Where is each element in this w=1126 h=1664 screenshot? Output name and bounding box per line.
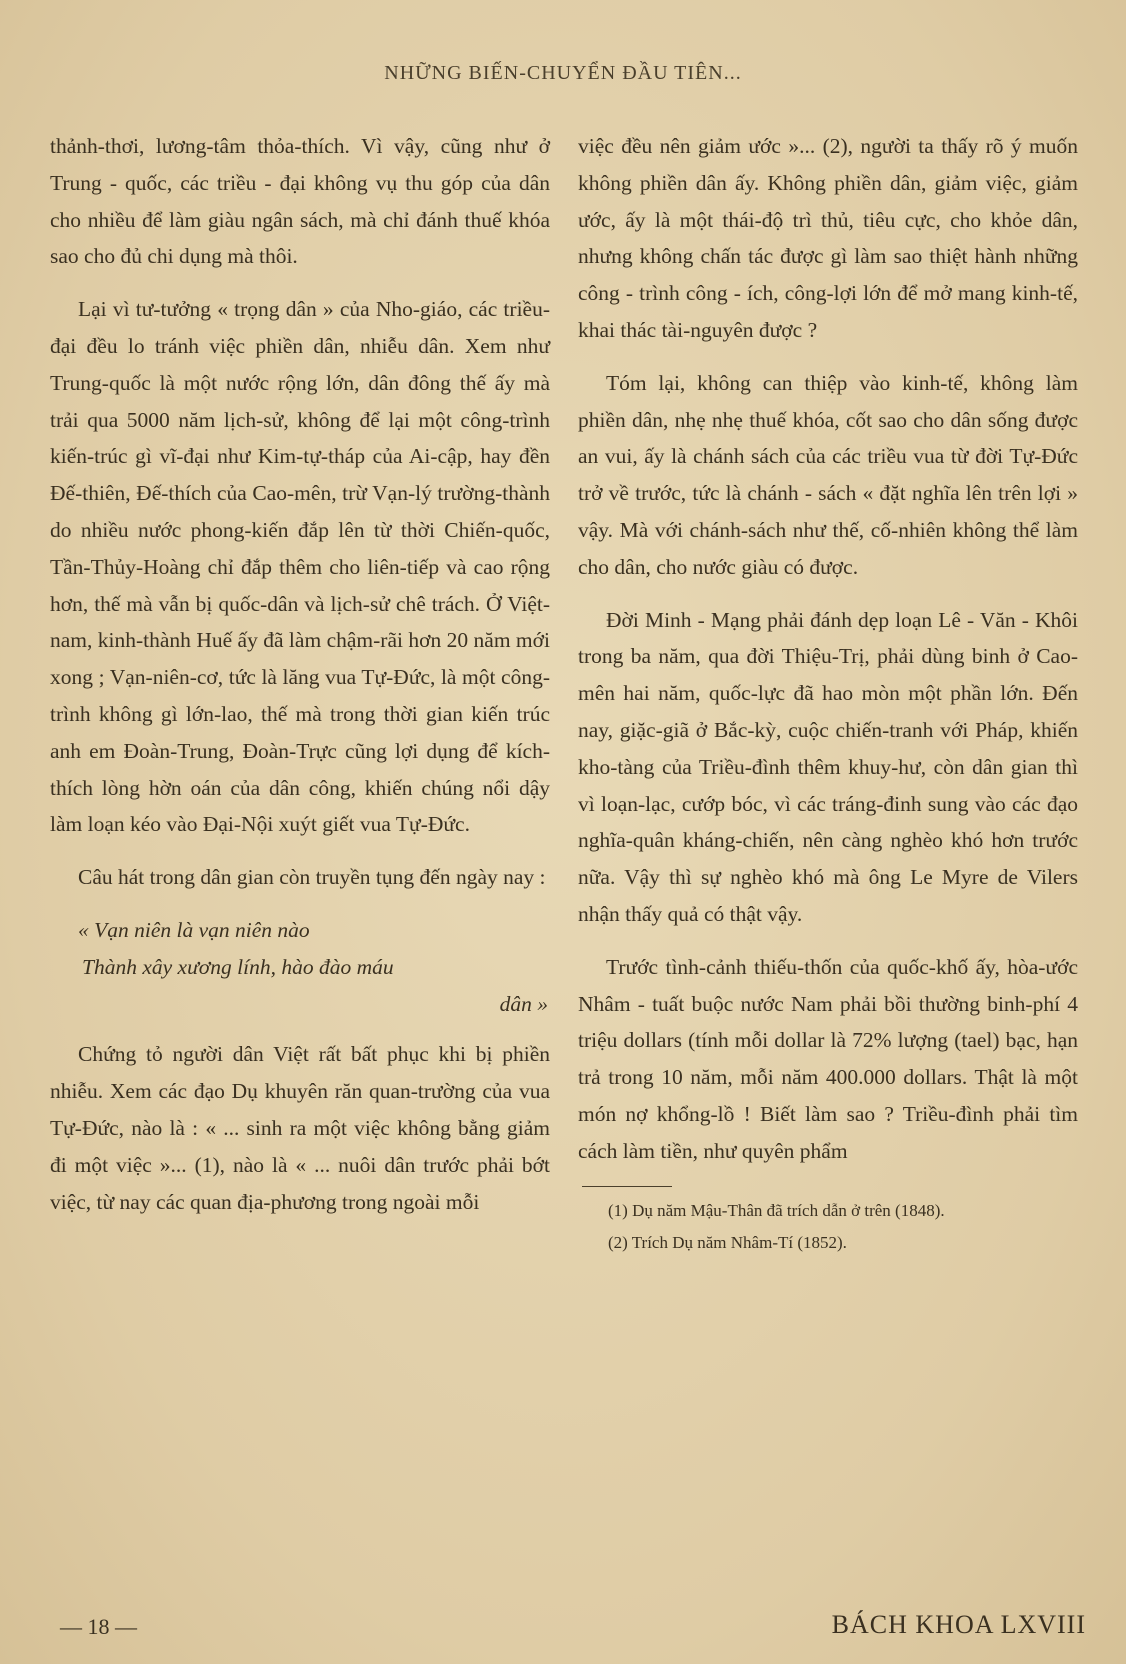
running-head: NHỮNG BIẾN-CHUYỂN ĐẦU TIÊN...	[384, 62, 742, 84]
paragraph: Đời Minh - Mạng phải đánh dẹp loạn Lê - Văn - Khôi trong ba năm, qua đời Thiệu-Trị, phải dùng binh ở Cao-mên hai năm, quốc-lực đã hao mòn một phần lớn. Đến nay, giặc-giã ở Bắc-kỳ, cuộc chiến-tranh với Pháp, khiến kho-tàng của Triều-đình thêm khuy-hư, còn dân gian thì vì loạn-lạc, cướp bóc, vì các tráng-đinh sung vào các đạo nghĩa-quân kháng-chiến, nên càng nghèo khó hơn trước nữa. Vậy thì sự nghèo khó mà ông Le Myre de Vilers nhận thấy quả có thật vậy.	[578, 607, 1078, 926]
verse-line: Thành xây xương lính, hào đào máu	[82, 954, 394, 979]
footnote-divider	[582, 1186, 672, 1187]
right-column	[578, 128, 1078, 1259]
paragraph: Trước tình-cảnh thiếu-thốn của quốc-khố ấy, hòa-ước Nhâm - tuất buộc nước Nam phải bồi thường binh-phí 4 triệu dollars (tính mỗi dollar là 72% lượng (tael) bạc, hạn trả trong 10 năm, mỗi năm 400.000 dollars. Thật là một món nợ khổng-lồ ! Biết làm sao ? Triều-đình phải tìm cách làm tiền, như quyên phẩm	[578, 954, 1078, 1163]
paragraph: Lại vì tư-tưởng « trọng dân » của Nho-giáo, các triều-đại đều lo tránh việc phiền dân, nhiễu dân. Xem như Trung-quốc là một nước rộng lớn, dân đông thế ấy mà trải qua 5000 năm lịch-sử, không để lại một công-trình kiến-trúc gì vĩ-đại như Kim-tự-tháp của Ai-cập, hay đền Đế-thiên, Đế-thích của Cao-mên, trừ Vạn-lý trường-thành do nhiều nước phong-kiến đắp lên từ thời Chiến-quốc, Tần-Thủy-Hoàng chỉ đắp thêm cho liên-tiếp và cao rộng hơn, thế mà vẫn bị quốc-dân và lịch-sử chê trách. Ở Việt-nam, kinh-thành Huế ấy đã làm chậm-rãi hơn 20 năm mới xong ; Vạn-niên-cơ, tức là lăng vua Tự-Đức, là một công-trình không gì lớn-lao, thế mà trong thời gian kiến trúc anh em Đoàn-Trung, Đoàn-Trực cũng lợi dụng để kích-thích lòng hờn oán của dân công, khiến chúng nổi dậy làm loạn kéo vào Đại-Nội xuýt giết vua Tự-Đức.	[50, 297, 550, 837]
footnote: (1) Dụ năm Mậu-Thân đã trích dẫn ở trên (1848).	[608, 1200, 945, 1220]
folk-verse	[50, 912, 550, 1022]
verse-line: dân »	[499, 991, 548, 1016]
footnote: (2) Trích Dụ năm Nhâm-Tí (1852).	[608, 1232, 847, 1252]
paragraph: thảnh-thơi, lương-tâm thỏa-thích. Vì vậy, cũng như ở Trung - quốc, các triều - đại không vụ thu góp của dân cho nhiều để làm giàu ngân sách, mà chỉ đánh thuế khóa sao cho đủ chi dụng mà thôi.	[50, 134, 550, 269]
left-column	[50, 128, 550, 1236]
page-number: — 18 —	[60, 1614, 137, 1639]
paragraph: Tóm lại, không can thiệp vào kinh-tế, không làm phiền dân, nhẹ nhẹ thuế khóa, cốt sao cho dân sống được an vui, ấy là chánh sách của các triều vua từ đời Tự-Đức trở về trước, tức là chánh - sách « đặt nghĩa lên trên lợi » vậy. Mà với chánh-sách như thế, cố-nhiên không thể làm cho dân, cho nước giàu có được.	[578, 370, 1078, 579]
paragraph: việc đều nên giảm ước »... (2), người ta thấy rõ ý muốn không phiền dân ấy. Không phiền dân, giảm việc, giảm ước, ấy là một thái-độ trì thủ, tiêu cực, cho khỏe dân, nhưng không chấn tác được gì làm sao thiệt hành những công - trình công - ích, công-lợi lớn để mở mang kinh-tế, khai thác tài-nguyên được ?	[578, 134, 1078, 342]
paragraph: Chứng tỏ người dân Việt rất bất phục khi bị phiền nhiễu. Xem các đạo Dụ khuyên răn quan-trường của vua Tự-Đức, nào là : « ... sinh ra một việc không bằng giảm đi một việc »... (1), nào là « ... nuôi dân trước phải bớt việc, từ nay các quan địa-phương trong ngoài mỗi	[50, 1042, 550, 1214]
magazine-title: BÁCH KHOA LXVIII	[831, 1610, 1086, 1639]
paragraph: Câu hát trong dân gian còn truyền tụng đến ngày nay :	[78, 865, 546, 890]
verse-line: « Vạn niên là vạn niên nào	[78, 917, 310, 942]
